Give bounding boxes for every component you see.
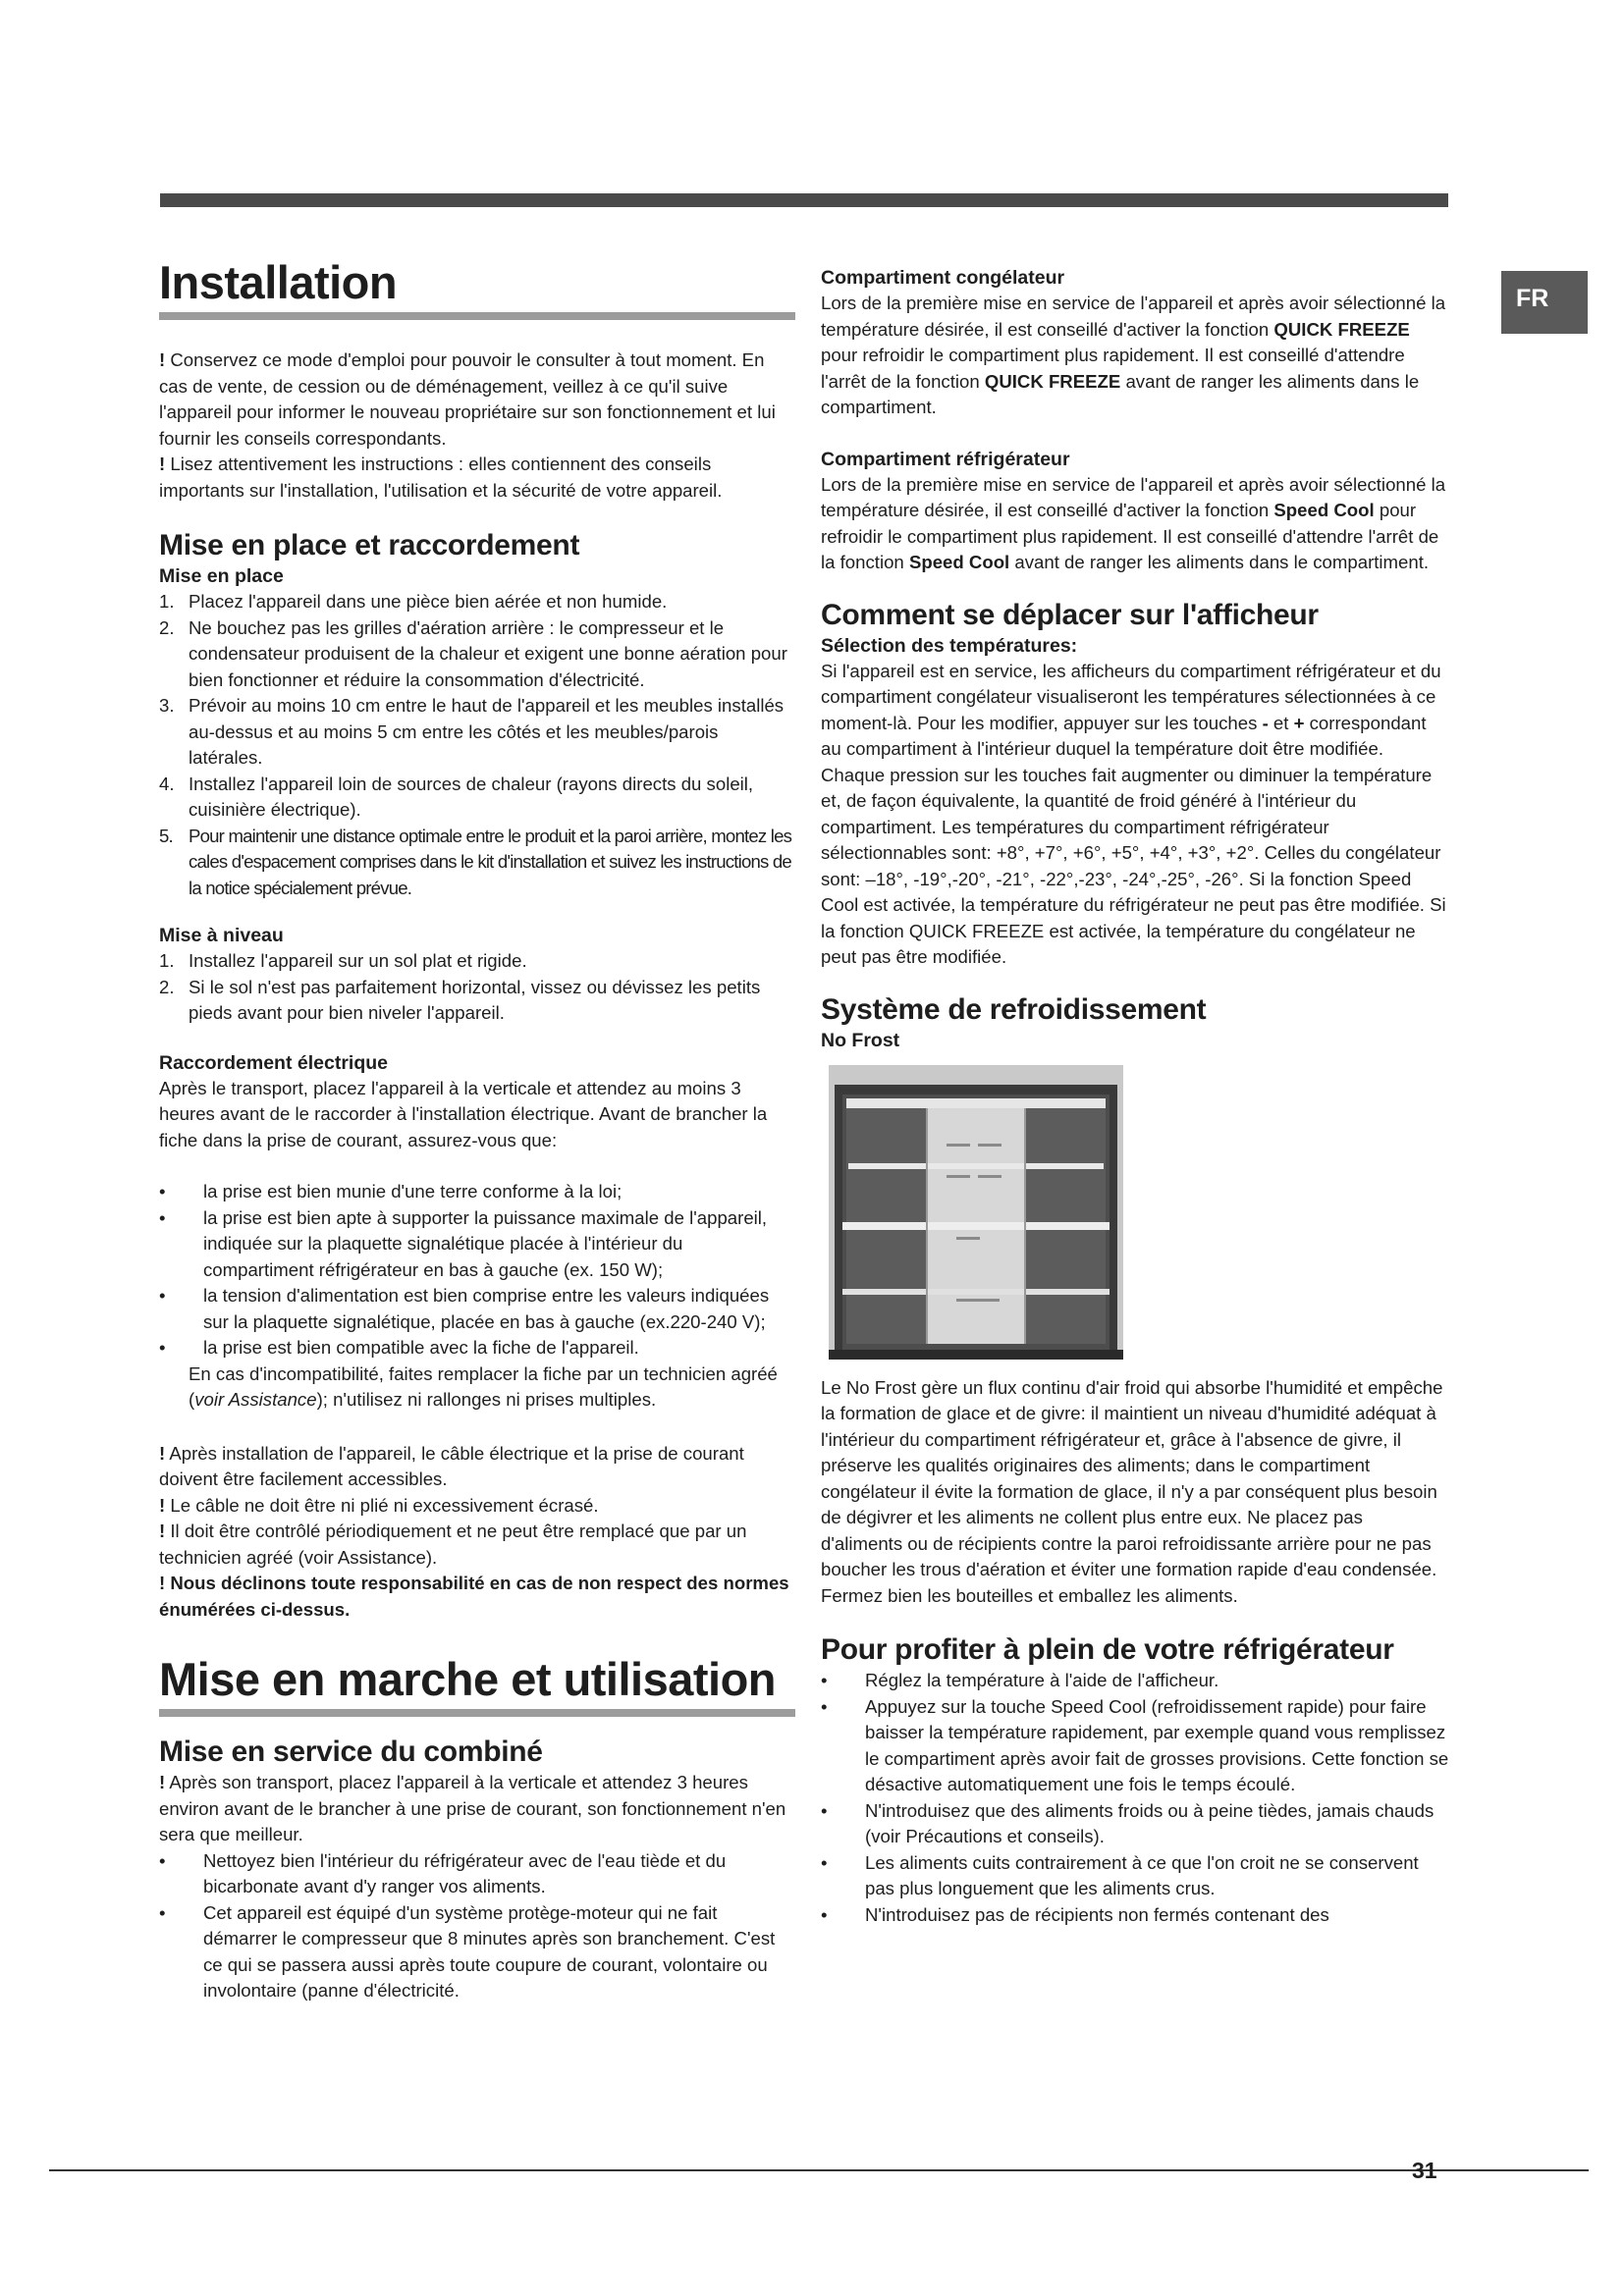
intro-note-2: ! Lisez attentivement les instructions : elles contiennent des conseils importants sur l'installation, l'utilisation et la sécurité de votre appareil. <box>159 454 723 501</box>
list-item: • Appuyez sur la touche Speed Cool (refroidissement rapide) pour faire baisser la température rapidement, par exemple quand vous remplissez le compartiment après avoir fait de grosses provisions. Cette fonction se désactive automatiquement une fois le temps écoulé. <box>821 1694 1449 1798</box>
list-item: 1. Installez l'appareil sur un sol plat et rigide. <box>159 950 527 971</box>
list-item: • la prise est bien compatible avec la fiche de l'appareil. <box>159 1335 795 1362</box>
list-item: • Réglez la température à l'aide de l'afficheur. <box>821 1668 1449 1694</box>
warning-3: ! Il doit être contrôlé périodiquement et ne peut être remplacé que par un technicien agréé (voir Assistance). <box>159 1521 747 1568</box>
list-item: 5. Pour maintenir une distance optimale entre le produit et la paroi arrière, montez les cales d'espacement comprises dans le kit d'installation et suivez les instructions de la notice spécialement prévue. <box>159 825 792 898</box>
display-text: Si l'appareil est en service, les afficheurs du compartiment réfrigérateur et du compartiment congélateur visualiseront les températures sélectionnées à ce moment-là. Pour les modifier, appuyer sur les touches - et + correspondant au compartiment à l'intérieur duquel la température doit être modifiée. Chaque pression sur les touches fait augmenter ou diminuer la température et, de façon équivalente, la quantité de froid généré à l'intérieur du compartiment. Les températures du compartiment réfrigérateur sélectionnables sont: +8°, +7°, +6°, +5°, +4°, +3°, +2°. Celles du congélateur sont: –18°, -19°,-20°, -21°, -22°,-23°, -24°,-25°, -26°. Si la fonction Speed Cool est activée, la température du réfrigérateur ne peut pas être modifiée. Si la fonction QUICK FREEZE est activée, la température du congélateur ne peut pas être modifiée. <box>821 660 1446 967</box>
list-item: 4. Installez l'appareil loin de sources de chaleur (rayons directs du soleil, cuisinière électrique). <box>159 773 754 820</box>
no-frost-illustration <box>829 1065 1123 1360</box>
freezer-title: Compartiment congélateur <box>821 267 1065 289</box>
bottom-rule <box>49 2169 1589 2171</box>
no-frost-text: Le No Frost gère un flux continu d'air froid qui absorbe l'humidité et empêche la formation de glace et de givre: il maintient un niveau d'humidité adéquat à l'intérieur du compartiment réfrigérateur et, grâce à l'absence de givre, il préserve les qualités originaires des aliments; dans le compartiment congélateur il évite la formation de glace, il n'y a par conséquent plus besoin de dégivrer et les aliments ne collent plus entre eux. Ne placez pas d'aliments ou de récipients contre la paroi refroidissante arrière pour ne pas boucher les trous d'aération et éviter une formation rapide d'eau condensée. Fermez bien les bouteilles et emballez les aliments. <box>821 1376 1443 1606</box>
freezer-text: Lors de la première mise en service de l'appareil et après avoir sélectionné la température désirée, il est conseillé d'activer la fonction QUICK FREEZE pour refroidir le compartiment plus rapidement. Il est conseillé d'attendre l'arrêt de la fonction QUICK FREEZE avant de ranger les aliments dans le compartiment. <box>821 293 1446 417</box>
warning-2: ! Le câble ne doit être ni plié ni excessivement écrasé. <box>159 1494 599 1516</box>
electrical-subtitle: Raccordement électrique <box>159 1051 389 1074</box>
fridge-title: Compartiment réfrigérateur <box>821 448 1070 470</box>
safety-warnings <box>159 1441 795 1624</box>
placement-subtitle: Mise en place <box>159 565 284 587</box>
level-list <box>159 948 795 1027</box>
list-item: • la prise est bien apte à supporter la puissance maximale de l'appareil, indiquée sur la plaquette signalétique placée à l'intérieur du compartiment réfrigérateur en bas à gauche (ex. 150 W); <box>159 1205 795 1284</box>
display-title: Comment se déplacer sur l'afficheur <box>821 598 1319 631</box>
installation-title: Installation <box>159 255 795 320</box>
placement-title: Mise en place et raccordement <box>159 529 580 561</box>
list-item: • Nettoyez bien l'intérieur du réfrigérateur avec de l'eau tiède et du bicarbonate avant d'y ranger vos aliments. <box>159 1848 795 1900</box>
language-tab: FR <box>1501 271 1588 334</box>
display-subtitle: Sélection des températures: <box>821 634 1078 657</box>
intro-note-1: ! Conservez ce mode d'emploi pour pouvoir le consulter à tout moment. En cas de vente, de cession ou de déménagement, veillez à ce qu'il suive l'appareil pour informer le nouveau propriétaire sur son fonctionnement et lui fournir les conseils correspondants. <box>159 349 776 449</box>
incompatibility-note: En cas d'incompatibilité, faites remplacer la fiche par un technicien agréé (voir Assistance); n'utilisez ni rallonges ni prises multiples. <box>189 1362 778 1410</box>
level-subtitle: Mise à niveau <box>159 925 284 946</box>
electrical-intro: Après le transport, placez l'appareil à la verticale et attendez au moins 3 heures avant de le raccorder à l'installation électrique. Avant de brancher la fiche dans la prise de courant, assurez-vous que: <box>159 1077 768 1150</box>
list-item: • la prise est bien munie d'une terre conforme à la loi; <box>159 1179 795 1205</box>
disclaimer: ! Nous déclinons toute responsabilité en cas de non respect des normes énumérées ci-dessus. <box>159 1573 789 1620</box>
left-column <box>159 255 795 2004</box>
placement-list <box>159 589 795 901</box>
list-item: • Les aliments cuits contrairement à ce que l'on croit ne se conservent pas plus longuement que les aliments crus. <box>821 1850 1449 1902</box>
cooling-subtitle: No Frost <box>821 1029 900 1051</box>
list-item: 2. Si le sol n'est pas parfaitement horizontal, vissez ou dévissez les petits pieds avant pour bien niveler l'appareil. <box>159 976 761 1023</box>
page-number: 31 <box>1412 2158 1437 2183</box>
start-intro: ! Après son transport, placez l'appareil à la verticale et attendez 3 heures environ avant de le brancher à une prise de courant, son fonctionnement n'en sera que meilleur. <box>159 1772 786 1844</box>
tips-title: Pour profiter à plein de votre réfrigérateur <box>821 1633 1394 1666</box>
right-column <box>821 265 1449 1928</box>
cooling-title: Système de refroidissement <box>821 992 1207 1026</box>
electrical-checklist <box>159 1179 795 1362</box>
list-item: • Cet appareil est équipé d'un système protège-moteur qui ne fait démarrer le compresseur que 8 minutes après son branchement. C'est ce qui se passera aussi après toute coupure de courant, volontaire ou involontaire (panne d'électricité. <box>159 1900 795 2004</box>
tips-list <box>821 1668 1449 1928</box>
list-item: 1. Placez l'appareil dans une pièce bien aérée et non humide. <box>159 591 668 612</box>
fridge-text: Lors de la première mise en service de l'appareil et après avoir sélectionné la température désirée, il est conseillé d'activer la fonction Speed Cool pour refroidir le compartiment plus rapidement. Il est conseillé d'attendre l'arrêt de la fonction Speed Cool avant de ranger les aliments dans le compartiment. <box>821 473 1446 572</box>
list-item: • N'introduisez que des aliments froids ou à peine tièdes, jamais chauds (voir Précautions et conseils). <box>821 1798 1449 1850</box>
intro-notes <box>159 347 795 504</box>
start-title: Mise en marche et utilisation <box>159 1652 795 1717</box>
warning-1: ! Après installation de l'appareil, le câble électrique et la prise de courant doivent être facilement accessibles. <box>159 1442 744 1489</box>
list-item: 3. Prévoir au moins 10 cm entre le haut de l'appareil et les meubles installés au-dessus et au moins 5 cm entre les côtés et les meubles/parois latérales. <box>159 695 785 768</box>
list-item: 2. Ne bouchez pas les grilles d'aération arrière : le compresseur et le condensateur produisent de la chaleur et exigent une bonne aération pour bien fonctionner et réduire la consommation d'électricité. <box>159 616 787 690</box>
start-list <box>159 1848 795 2004</box>
list-item: • N'introduisez pas de récipients non fermés contenant des <box>821 1902 1449 1929</box>
top-rule <box>160 193 1448 207</box>
list-item: • la tension d'alimentation est bien comprise entre les valeurs indiquées sur la plaquette signalétique, placée en bas à gauche (ex.220-240 V); <box>159 1283 795 1335</box>
start-subtitle: Mise en service du combiné <box>159 1735 543 1768</box>
fridge-interior-image <box>829 1065 1123 1360</box>
assistance-reference: voir Assistance <box>194 1389 317 1410</box>
